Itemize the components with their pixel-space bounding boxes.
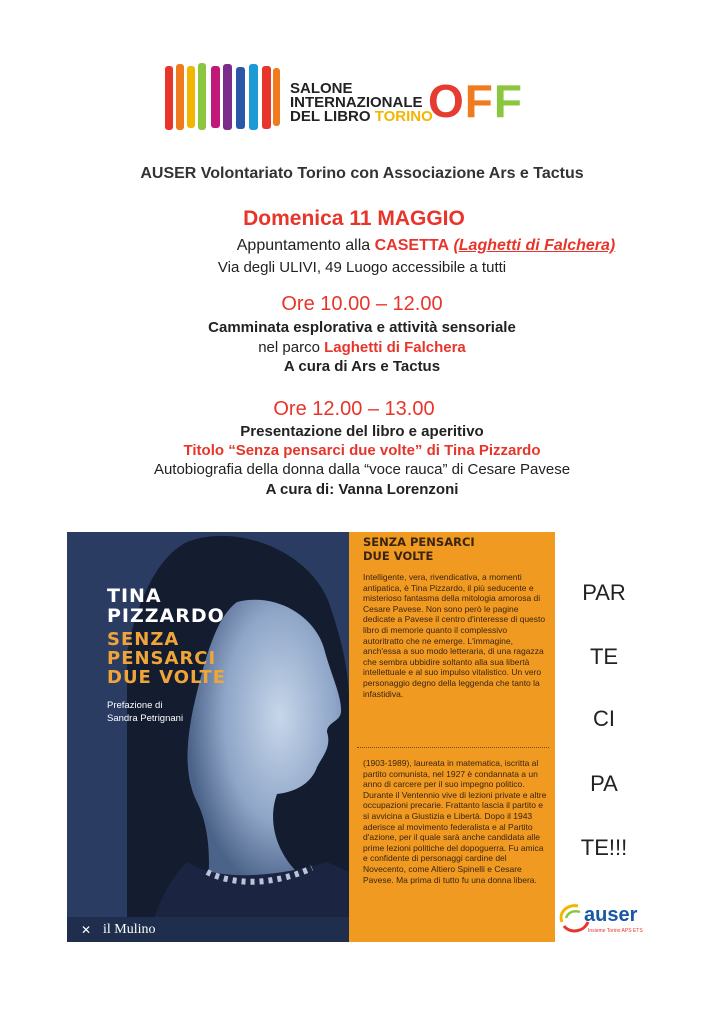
address: Via degli ULIVI, 49 Luogo accessibile a tutti xyxy=(217,259,507,276)
cover-title xyxy=(107,630,226,687)
back-cover-divider xyxy=(357,747,549,748)
logo-line-internazionale: INTERNAZIONALE xyxy=(290,94,423,111)
cover-author-line1: TINA xyxy=(107,585,162,607)
logo-line-salone: SALONE xyxy=(290,80,353,97)
partecipate-part-5: TE!!! xyxy=(580,835,628,860)
organizers: AUSER Volontariato Torino con Associazione Ars e Tactus xyxy=(140,165,584,182)
back-title-line1: SENZA PENSARCI xyxy=(363,535,475,549)
logo-color-stripes xyxy=(163,58,283,136)
cover-preface-line1: Prefazione di xyxy=(107,700,163,711)
auser-name: auser xyxy=(584,904,638,926)
session1-place-prefix: nel parco xyxy=(258,339,325,356)
logo-off-o: O xyxy=(428,75,465,127)
back-cover-title xyxy=(363,535,475,563)
cover-title-line3: DUE VOLTE xyxy=(107,667,227,688)
session2-curator: A cura di: Vanna Lorenzoni xyxy=(265,481,459,498)
session1-place-name: Laghetti di Falchera xyxy=(324,339,466,356)
cover-title-line1: SENZA xyxy=(107,629,180,650)
back-title-line2: DUE VOLTE xyxy=(363,549,434,563)
meeting-casetta: CASETTA xyxy=(374,237,449,254)
cover-author xyxy=(107,586,225,626)
event-date: Domenica 11 MAGGIO xyxy=(243,207,465,230)
meeting-point xyxy=(64,237,724,255)
session1-title: Camminata esplorativa e attività sensoriale xyxy=(208,319,516,336)
cover-author-line2: PIZZARDO xyxy=(107,605,225,627)
logo-del-libro: DEL LIBRO xyxy=(290,108,371,125)
cover-preface xyxy=(107,699,183,725)
book-front-cover xyxy=(67,532,349,942)
cover-preface-line2: Sandra Petrignani xyxy=(107,713,184,724)
book-cover-image xyxy=(67,532,555,942)
cover-title-line2: PENSARCI xyxy=(107,648,217,669)
logo-off-f2: F xyxy=(493,75,523,127)
mulino-windmill-icon: ✕ xyxy=(81,923,92,937)
logo-off-f1: F xyxy=(464,75,494,127)
session2-description: Autobiografia della donna dalla “voce rauca” di Cesare Pavese xyxy=(153,461,571,478)
meeting-prefix: Appuntamento alla xyxy=(236,237,375,254)
logo-text xyxy=(290,82,433,124)
auser-subtitle: Insieme Torino APS ETS xyxy=(588,928,643,934)
session2-book: Titolo “Senza pensarci due volte” di Tina Pizzardo xyxy=(183,442,541,459)
cover-publisher: il Mulino xyxy=(103,922,156,937)
session1-place xyxy=(0,339,724,356)
partecipate-part-4: PA xyxy=(590,771,618,796)
salone-libro-off-logo xyxy=(163,58,543,136)
book-back-cover xyxy=(349,532,555,942)
logo-torino: TORINO xyxy=(374,108,433,125)
meeting-place: (Laghetti di Falchera) xyxy=(453,237,616,254)
session2-title: Presentazione del libro e aperitivo xyxy=(240,423,484,440)
session1-curator: A cura di Ars e Tactus xyxy=(283,358,441,375)
partecipate-part-3: CI xyxy=(593,706,615,731)
auser-logo xyxy=(556,898,656,942)
session1-time: Ore 10.00 – 12.00 xyxy=(281,293,443,315)
partecipate-part-1: PAR xyxy=(582,580,626,605)
back-cover-blurb: Intelligente, vera, rivendicativa, a momenti antipatica, è Tina Pizzardo, il più seducente e misterioso fantasma della mitologia amorosa di Cesare Pavese. Non sono però le pagine dedicate a Pavese il centro d'interesse di questo libro di memorie quanto il complessivo autoritratto che ne emerge. L'immagine, anch'essa a suo modo letteraria, di una ragazza che sembra ubbidire soltanto alla sua libertà intellettuale e al suo impulso vitalistico. Un vero personaggio degno della leggenda che tanto la infastidiva. xyxy=(363,572,546,699)
session2-time: Ore 12.00 – 13.00 xyxy=(273,398,435,420)
back-cover-bio: (1903-1989), laureata in matematica, iscritta al partito comunista, nel 1927 è condannata a un anno di carcere per il suo impegno politico. Durante il Ventennio vive di lezioni private e altre occupazioni precarie. Frattanto lascia il partito e si avvicina a Giustizia e Libertà. Dopo il 1943 aderisce al movimento federalista e al Partito d'azione, per il quale sarà anche candidata alle prime lezioni politiche del dopoguerra. Fu amica e confidente di personaggi cardine del Novecento, come Altiero Spinelli e Cesare Pavese. Ma prima di tutto fu una donna libera. xyxy=(363,758,547,885)
logo-line-del-libro xyxy=(290,110,433,124)
logo-off xyxy=(428,76,523,126)
partecipate-part-2: TE xyxy=(589,644,619,669)
cover-publisher-bar xyxy=(67,917,349,942)
